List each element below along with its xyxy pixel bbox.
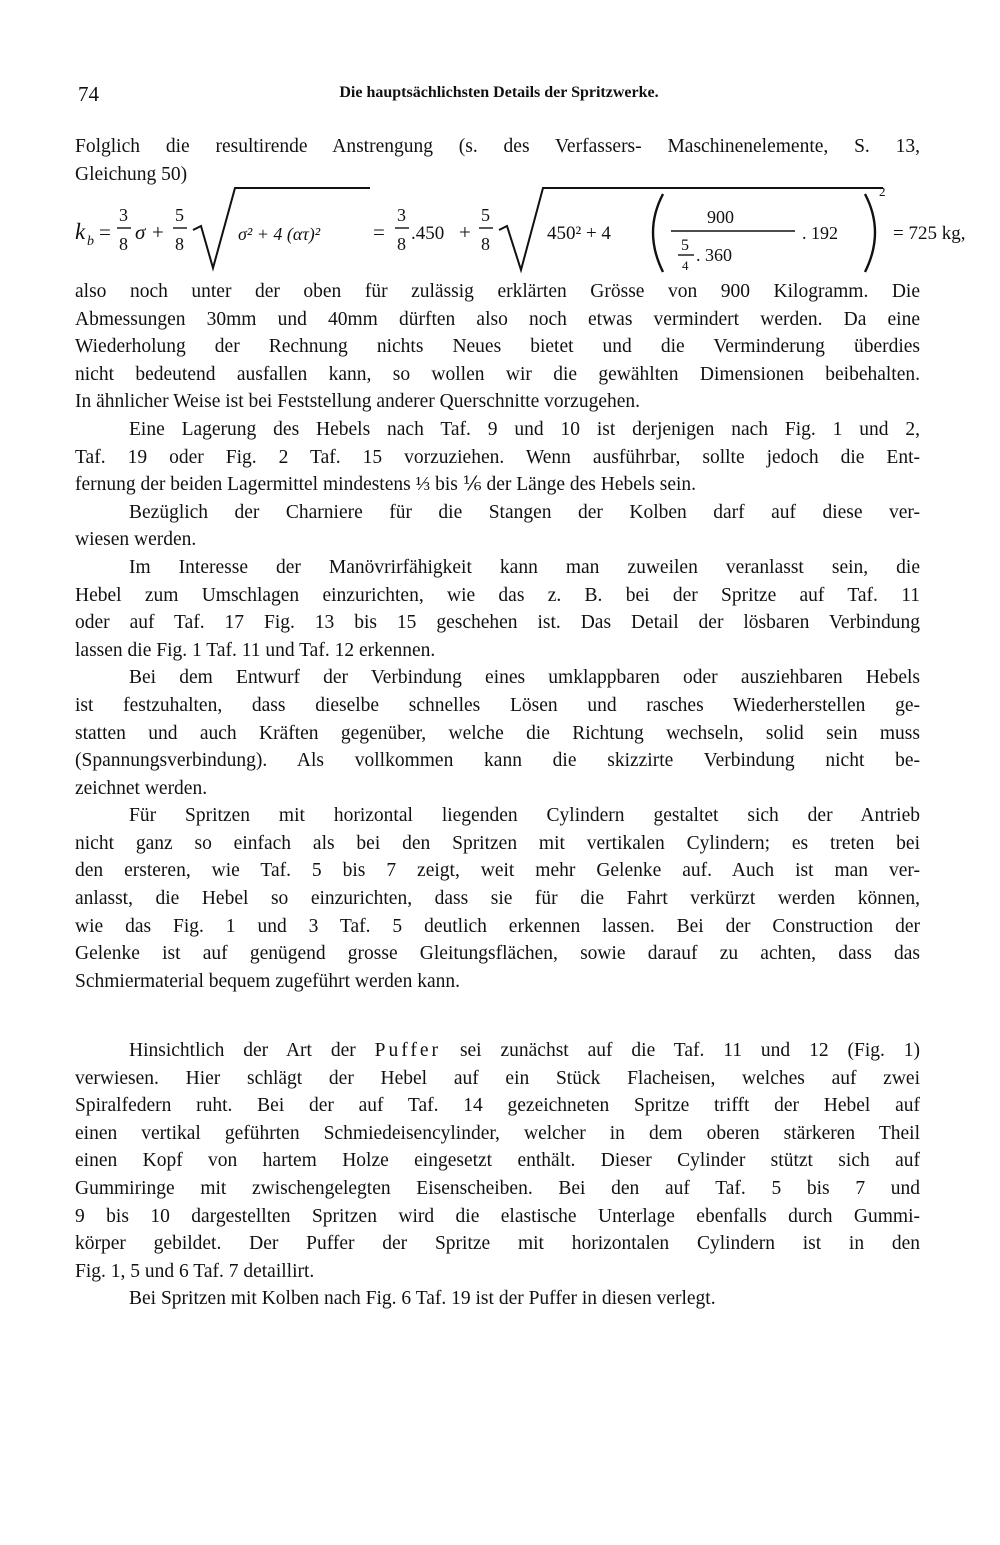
text-line: Fig. 1, 5 und 6 Taf. 7 detaillirt. [75, 1260, 315, 1282]
text-line: In ähnlicher Weise ist bei Feststellung anderer Querschnitte vorzugehen. [75, 391, 641, 413]
frac-numerator: 3 [119, 205, 128, 225]
equation-block [75, 184, 966, 276]
text-line: Gelenke ist auf genügend grosse Gleitungsflächen, sowie darauf zu achten, dass das [75, 943, 920, 965]
intro-text [75, 133, 920, 188]
text-line: Bei dem Entwurf der Verbindung eines umklappbaren oder ausziehbaren Hebels [129, 667, 920, 689]
frac-denominator: 8 [119, 234, 128, 254]
text-line: Für Spritzen mit horizontal liegenden Cylindern gestaltet sich der Antrieb [129, 805, 920, 827]
frac-denominator: 8 [175, 234, 184, 254]
text-line: körper gebildet. Der Puffer der Spritze mit horizontalen Cylindern ist in den [75, 1233, 920, 1255]
frac-numerator: 5 [481, 205, 490, 225]
text-line: Folglich die resultirende Anstrengung (s. des Verfassers- Maschinenelemente, S. 13, [75, 136, 920, 157]
text-span: sei zunächst auf die Taf. 11 und 12 (Fig. 1) [459, 1040, 921, 1061]
frac-denominator: 4 [682, 258, 689, 273]
eq-value: . 192 [802, 223, 838, 243]
text-line: nicht bedeutend ausfallen kann, so wollen wir die gewählten Dimensionen beibehalten. [75, 363, 920, 385]
eq-symbol-k: k [75, 219, 86, 244]
text-line: Im Interesse der Manövrirfähigkeit kann man zuweilen veranlasst sein, die [129, 556, 920, 578]
text-span: Hinsichtlich der Art der [129, 1040, 356, 1061]
page-number: 74 [78, 82, 99, 106]
text-line: wiesen werden. [75, 529, 197, 551]
frac-numerator: 5 [175, 205, 184, 225]
eq-equals: = [373, 220, 385, 244]
text-line: (Spannungsverbindung). Als vollkommen kann die skizzirte Verbindung nicht be- [75, 750, 920, 772]
body-text [75, 278, 920, 995]
paren-right [865, 194, 875, 272]
eq-equals: = [99, 220, 111, 244]
eq-exponent: 2 [879, 184, 886, 199]
page-header [78, 82, 920, 112]
text-line: oder auf Taf. 17 Fig. 13 bis 15 geschehen ist. Das Detail der lösbaren Verbindung [75, 612, 920, 634]
frac-denominator: . 360 [696, 245, 732, 265]
text-line: also noch unter der oben für zulässig erklärten Grösse von 900 Kilogramm. Die [75, 281, 920, 302]
text-line: lassen die Fig. 1 Taf. 11 und Taf. 12 erkennen. [75, 639, 436, 661]
text-line: statten und auch Kräften gegenüber, welche die Richtung wechseln, solid sein muss [75, 722, 920, 744]
text-line: Taf. 19 oder Fig. 2 Taf. 15 vorzuziehen. Wenn ausführbar, sollte jedoch die Ent- [75, 446, 920, 468]
text-line: Bei Spritzen mit Kolben nach Fig. 6 Taf. 19 ist der Puffer in diesen verlegt. [129, 1288, 716, 1310]
text-line: nicht ganz so einfach als bei den Spritzen mit vertikalen Cylindern; es treten bei [75, 832, 920, 854]
eq-plus: + [152, 220, 164, 244]
frac-denominator: 8 [397, 234, 406, 254]
text-line: verwiesen. Hier schlägt der Hebel auf ein Stück Flacheisen, welches auf zwei [75, 1067, 920, 1089]
paren-left [653, 194, 663, 272]
text-line: Schmiermaterial bequem zugeführt werden kann. [75, 970, 460, 992]
puffer-paragraph [75, 1037, 920, 1313]
text-line: fernung der beiden Lagermittel mindestens ⅓ bis ⅙ der Länge des Hebels sein. [75, 474, 697, 496]
text-line: 9 bis 10 dargestellten Spritzen wird die elastische Unterlage ebenfalls durch Gummi- [75, 1205, 920, 1227]
frac-numerator: 3 [397, 205, 406, 225]
text-line: wie das Fig. 1 und 3 Taf. 5 deutlich erkennen lassen. Bei der Construction der [75, 915, 920, 937]
text-line: einen vertikal geführten Schmiedeisencylinder, welcher in dem oberen stärkeren Theil [75, 1122, 920, 1144]
running-title: Die hauptsächlichsten Details der Spritzwerke. [339, 84, 659, 101]
text-line: zeichnet werden. [75, 777, 208, 799]
text-line: Eine Lagerung des Hebels nach Taf. 9 und 10 ist derjenigen nach Fig. 1 und 2, [129, 418, 920, 440]
eq-plus: + [459, 220, 471, 244]
equation-svg [75, 184, 966, 276]
frac-numerator: 900 [707, 207, 734, 227]
frac-denominator: 8 [481, 234, 490, 254]
text-line: anlasst, die Hebel so einzurichten, dass sie für die Fahrt verkürzt werden können, [75, 888, 920, 910]
text-line: Bezüglich der Charniere für die Stangen der Kolben darf auf diese ver- [129, 501, 920, 523]
eq-result: = 725 kg, [893, 223, 966, 244]
text-line: ist festzuhalten, dass dieselbe schnelles Lösen und rasches Wiederherstellen ge- [75, 694, 920, 716]
text-line [75, 1037, 920, 1065]
text-line: Hebel zum Umschlagen einzurichten, wie das z. B. bei der Spritze auf Taf. 11 [75, 584, 920, 606]
eq-radicand: σ² + 4 (ατ)² [238, 224, 321, 244]
eq-subscript-b: b [87, 234, 94, 249]
text-line: Abmessungen 30mm und 40mm dürften also noch etwas vermindert werden. Da eine [75, 308, 920, 330]
eq-sigma: σ [135, 220, 146, 244]
text-line: Wiederholung der Rechnung nichts Neues bietet und die Verminderung überdies [75, 336, 920, 358]
frac-denominator: 5 [681, 237, 689, 254]
eq-radicand: 450² + 4 [547, 223, 611, 244]
text-line: einen Kopf von hartem Holze eingesetzt enthält. Dieser Cylinder stützt sich auf [75, 1150, 920, 1172]
text-line: Gummiringe mit zwischengelegten Eisenscheiben. Bei den auf Taf. 5 bis 7 und [75, 1177, 920, 1199]
text-line: Spiralfedern ruht. Bei der auf Taf. 14 gezeichneten Spritze trifft der Hebel auf [75, 1095, 920, 1117]
text-line: den ersteren, wie Taf. 5 bis 7 zeigt, weit mehr Gelenke auf. Auch ist man ver- [75, 860, 920, 882]
eq-value: .450 [411, 223, 445, 244]
text-line: Gleichung 50) [75, 163, 188, 185]
emphasis-spaced: Puffer [374, 1040, 442, 1061]
